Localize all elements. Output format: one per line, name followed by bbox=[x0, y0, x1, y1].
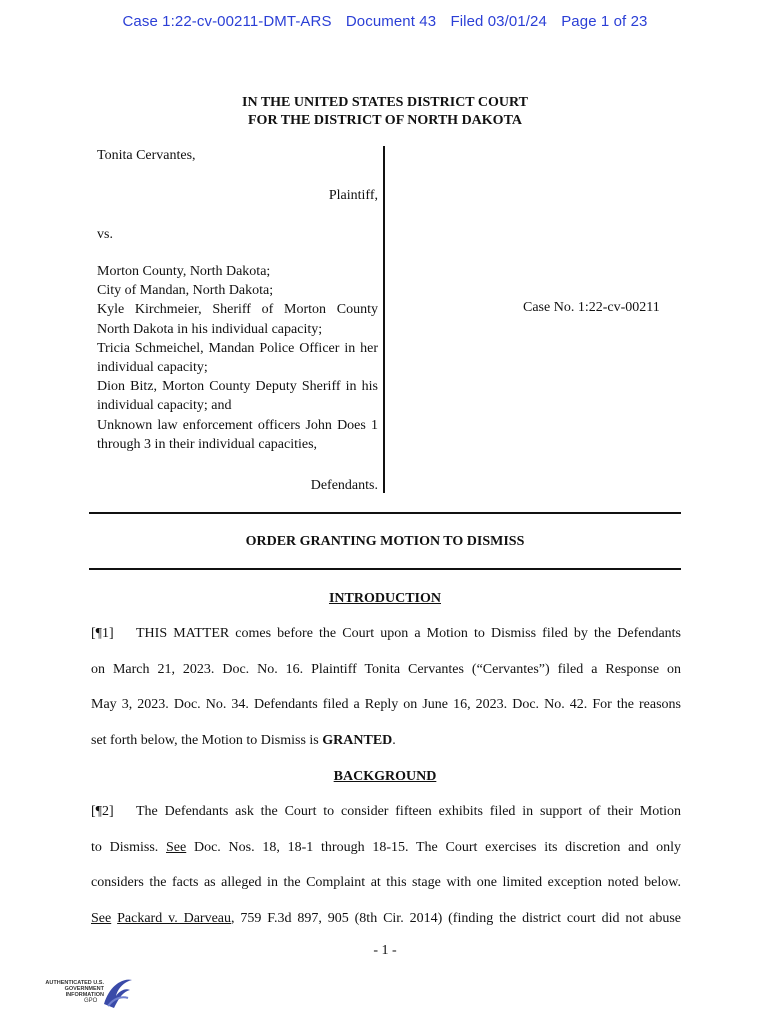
defendant-item: Unknown law enforcement officers John Does 1 through 3 in their individual capacities, bbox=[97, 417, 378, 452]
defendant-item: Morton County, North Dakota; bbox=[97, 264, 271, 279]
paragraph-number: [¶2] bbox=[91, 804, 114, 819]
stamp-case: Case 1:22-cv-00211-DMT-ARS bbox=[122, 13, 332, 30]
case-citation: Packard v. Darveau bbox=[117, 910, 232, 926]
plaintiff-label: Plaintiff, bbox=[328, 188, 378, 203]
court-line-2: FOR THE DISTRICT OF NORTH DAKOTA bbox=[248, 113, 522, 128]
gpo-eagle-icon bbox=[96, 974, 136, 1014]
intro-line-3: May 3, 2023. Doc. No. 34. Defendants filed a Reply on June 16, 2023. Doc. No. 42. For the reasons bbox=[91, 697, 681, 713]
bg-line-2: to Dismiss. See Doc. Nos. 18, 18-1 through 18-15. The Court exercises its discretion and only bbox=[91, 839, 681, 855]
defendant-item: Kyle Kirchmeier, Sheriff of Morton County North Dakota in his individual capacity; bbox=[97, 302, 378, 337]
plaintiff-name: Tonita Cervantes, bbox=[97, 148, 196, 163]
background-paragraph bbox=[91, 794, 681, 936]
defendant-item: Tricia Schmeichel, Mandan Police Officer in her individual capacity; bbox=[97, 340, 378, 376]
court-heading bbox=[0, 94, 770, 130]
rule-top bbox=[89, 512, 681, 514]
intro-line-2: on March 21, 2023. Doc. No. 16. Plaintiff Tonita Cervantes (“Cervantes”) filed a Response on bbox=[91, 661, 681, 677]
see-signal: See bbox=[166, 839, 187, 855]
defendants-list bbox=[97, 262, 378, 454]
rule-bottom bbox=[89, 568, 681, 570]
stamp-filed: Filed 03/01/24 bbox=[450, 13, 547, 30]
paragraph-number: [¶1] bbox=[91, 626, 114, 641]
gpo-authentication-text: AUTHENTICATED U.S. GOVERNMENT INFORMATION bbox=[45, 980, 104, 998]
filing-stamp bbox=[0, 13, 770, 30]
stamp-page: Page 1 of 23 bbox=[561, 13, 648, 30]
intro-line-4: set forth below, the Motion to Dismiss is GRANTED. bbox=[91, 732, 396, 748]
stamp-document: Document 43 bbox=[345, 13, 437, 30]
introduction-heading: INTRODUCTION bbox=[328, 591, 441, 606]
bg-line-3: considers the facts as alleged in the Complaint at this stage with one limited exception noted below. bbox=[91, 875, 681, 891]
caption-divider bbox=[383, 146, 385, 493]
bg-line-4: See Packard v. Darveau, 759 F.3d 897, 905 (8th Cir. 2014) (finding the district court did not abuse bbox=[91, 910, 682, 926]
background-heading: BACKGROUND bbox=[333, 769, 437, 784]
page-number: - 1 - bbox=[373, 943, 397, 958]
gpo-name: GPO bbox=[84, 998, 98, 1004]
introduction-paragraph bbox=[91, 616, 681, 758]
gpo-authentication-logo bbox=[44, 974, 134, 1018]
bg-line-1: [¶2] The Defendants ask the Court to consider fifteen exhibits filed in support of their Motion bbox=[91, 794, 681, 830]
defendant-item: Dion Bitz, Morton County Deputy Sheriff in his individual capacity; and bbox=[97, 379, 378, 414]
see-signal: See bbox=[91, 910, 112, 926]
intro-line-1: [¶1] THIS MATTER comes before the Court upon a Motion to Dismiss filed by the Defendants bbox=[91, 616, 681, 652]
granted-text: GRANTED bbox=[322, 732, 393, 748]
order-title: ORDER GRANTING MOTION TO DISMISS bbox=[245, 534, 525, 549]
defendant-item: City of Mandan, North Dakota; bbox=[97, 283, 274, 299]
defendants-label: Defendants. bbox=[310, 478, 378, 493]
court-line-1: IN THE UNITED STATES DISTRICT COURT bbox=[242, 95, 528, 110]
versus-label: vs. bbox=[97, 227, 113, 242]
case-number: Case No. 1:22-cv-00211 bbox=[523, 300, 660, 315]
